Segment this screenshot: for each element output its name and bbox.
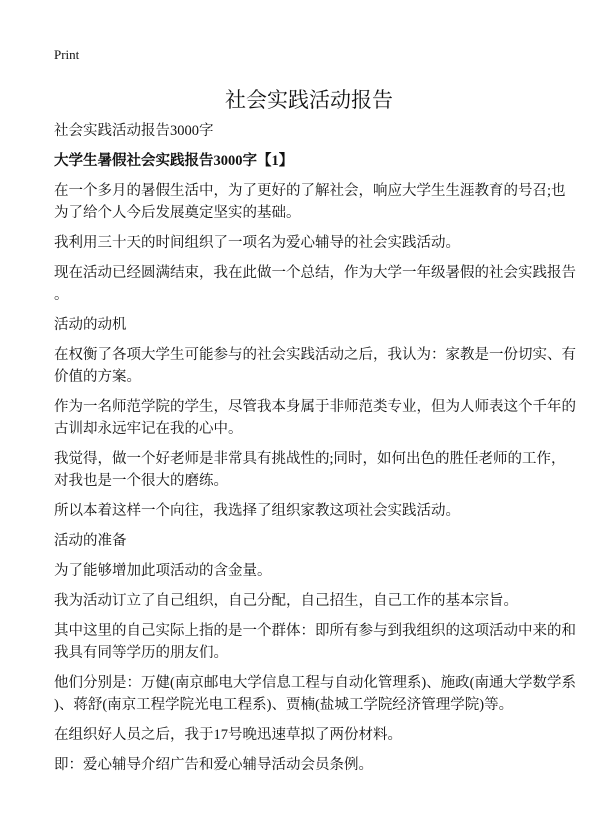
- paragraph: [54, 672, 576, 716]
- paragraph: [54, 590, 564, 612]
- paragraph: [54, 396, 576, 440]
- paragraph: [54, 724, 564, 746]
- paragraph: [54, 232, 564, 254]
- paragraph: [54, 314, 564, 336]
- paragraph-line: 活动的准备: [54, 533, 127, 549]
- paragraph: [54, 754, 564, 776]
- paragraph-line: 在权衡了各项大学生可能参与的社会实践活动之后，我认为：家教是一份切实、有: [54, 347, 576, 363]
- paragraph-line: 我利用三十天的时间组织了一项名为爱心辅导的社会实践活动。: [54, 235, 460, 251]
- paragraph-line: 所以本着这样一个向往，我选择了组织家教这项社会实践活动。: [54, 503, 460, 519]
- paragraph-line: 价值的方案。: [54, 369, 141, 385]
- paragraph-line: )、蒋舒(南京工程学院光电工程系)、贾楠(盐城工学院经济管理学院)等。: [54, 697, 514, 713]
- paragraph-line: 其中这里的自己实际上指的是一个群体：即所有参与到我组织的这项活动中来的和: [54, 623, 576, 639]
- paragraph: [54, 500, 564, 522]
- section-heading: [54, 150, 564, 172]
- paragraph-line: 对我也是一个很大的磨练。: [54, 473, 228, 489]
- paragraph-line: 在组织好人员之后，我于17号晚迅速草拟了两份材料。: [54, 727, 402, 743]
- paragraph: [54, 262, 576, 306]
- document-page: [54, 44, 576, 784]
- paragraph-line: 在一个多月的暑假生活中，为了更好的了解社会，响应大学生生涯教育的号召;也: [54, 183, 566, 199]
- paragraph-line: 为了给个人今后发展奠定坚实的基础。: [54, 205, 301, 221]
- paragraph-line: 活动的动机: [54, 317, 127, 333]
- paragraph-line: 我具有同等学历的朋友们。: [54, 645, 228, 661]
- document-title: 社会实践活动报告: [225, 88, 393, 112]
- paragraph-line: 现在活动已经圆满结束，我在此做一个总结，作为大学一年级暑假的社会实践报告: [54, 265, 576, 281]
- paragraph: [54, 120, 564, 142]
- paragraph: [54, 620, 576, 664]
- paragraph-line: 我觉得，做一个好老师是非常具有挑战性的;同时，如何出色的胜任老师的工作，: [54, 451, 566, 467]
- print-link[interactable]: Print: [54, 47, 80, 62]
- paragraph: [54, 180, 564, 224]
- paragraph-line: 社会实践活动报告3000字: [54, 123, 214, 139]
- paragraph-line: 为了能够增加此项活动的含金量。: [54, 563, 272, 579]
- paragraph-line: 。: [54, 287, 69, 303]
- paragraph-line: 他们分别是：万健(南京邮电大学信息工程与自动化管理系)、施政(南通大学数学系: [54, 675, 576, 691]
- paragraph: [54, 530, 564, 552]
- paragraph-line: 古训却永远牢记在我的心中。: [54, 421, 243, 437]
- paragraph-line: 作为一名师范学院的学生，尽管我本身属于非师范类专业，但为人师表这个千年的: [54, 399, 576, 415]
- paragraph: [54, 560, 564, 582]
- paragraph-line: 即：爱心辅导介绍广告和爱心辅导活动会员条例。: [54, 757, 373, 773]
- document-body: [54, 120, 576, 776]
- paragraph-line: 我为活动订立了自己组织，自己分配，自己招生，自己工作的基本宗旨。: [54, 593, 518, 609]
- paragraph-line: 大学生暑假社会实践报告3000字【1】: [54, 153, 294, 169]
- paragraph: [54, 448, 564, 492]
- paragraph: [54, 344, 576, 388]
